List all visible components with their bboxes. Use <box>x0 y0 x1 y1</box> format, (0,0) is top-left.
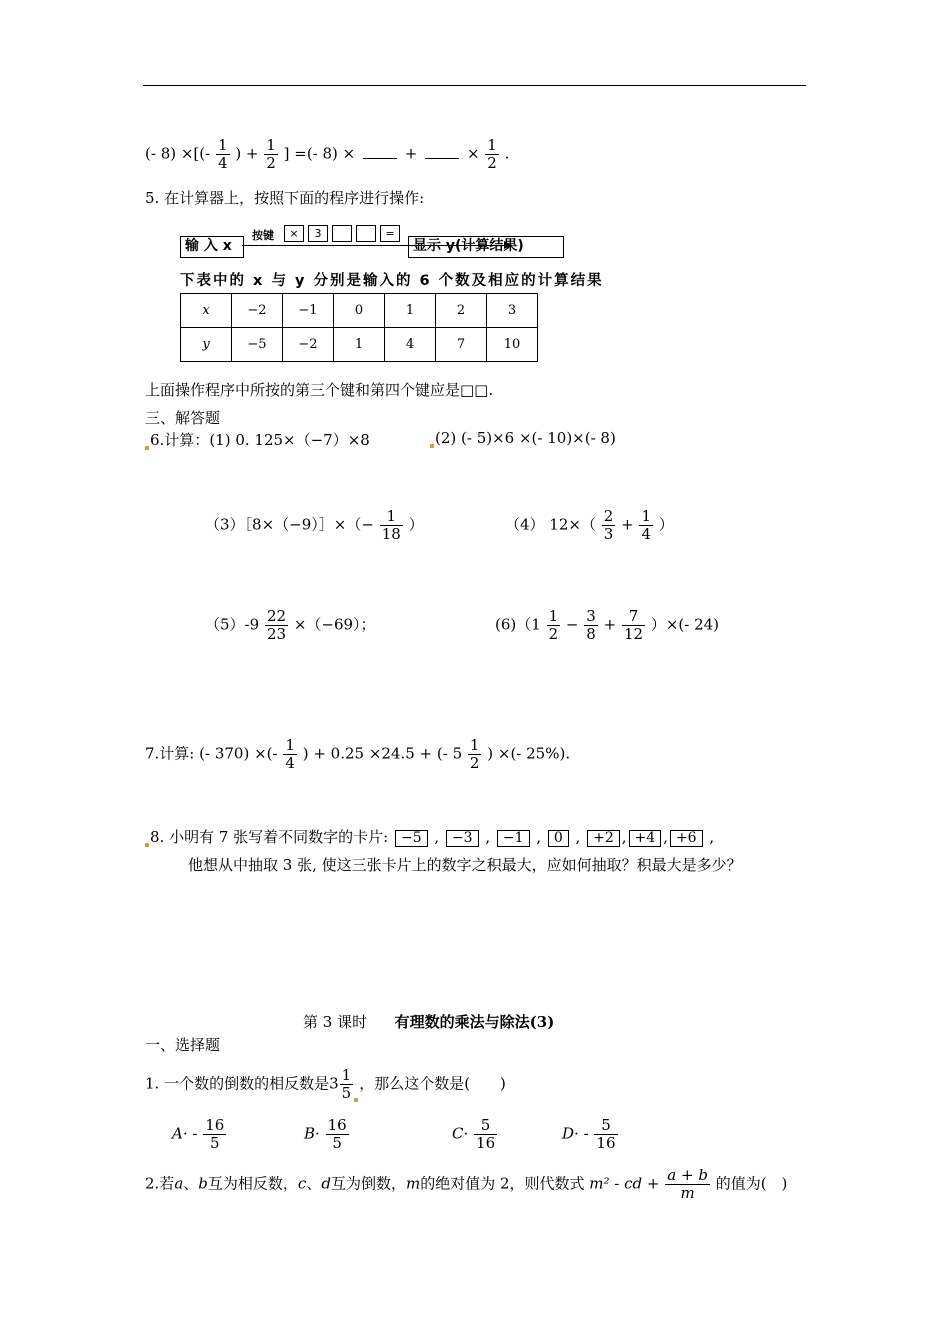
l3-q2: 2.若a、b互为相反数，c、d互为倒数，m的绝对值为 2，则代数式 m² - cd + $\frac{a + b}{m}$ 的值为( ) <box>145 1166 788 1202</box>
section-title: 三、解答题 <box>145 409 221 427</box>
q8-line2: 他想从中抽取 3 张, 使这三张卡片上的数字之积最大，应如何抽取？积最大是多少？ <box>188 856 742 874</box>
key-caption: 按键 <box>252 229 274 242</box>
fraction: $\frac{22}{23}$ <box>266 607 287 643</box>
table-cell: 2 <box>436 294 487 328</box>
q6-part3: （3）［8×（−9）］×（− $\frac{1}{18}$ ） <box>205 507 424 543</box>
number-card: −5 <box>395 830 428 847</box>
fraction: $\frac{7}{12}$ <box>623 607 644 643</box>
q6-part2: (2) (- 5)×6 ×(- 10)×(- 8) <box>430 428 616 448</box>
option-d[interactable]: D· - $\frac{5}{16}$ <box>562 1116 616 1152</box>
row-label: y <box>181 328 232 362</box>
mark <box>145 446 149 450</box>
l3-q1: 1. 一个数的倒数的相反数是3 $\frac{1}{5}$ ，那么这个数是( ) <box>145 1066 506 1102</box>
mark <box>430 444 434 448</box>
fraction: $\frac{1}{4}$ <box>641 507 651 543</box>
fraction: $\frac{1}{4}$ <box>285 736 295 772</box>
fraction: $\frac{1}{18}$ <box>381 507 401 543</box>
output-box: 显示 y(计算结果) <box>408 236 564 258</box>
key-blank-3 <box>332 225 352 242</box>
table-cell: 1 <box>385 294 436 328</box>
q5-text: 5. 在计算器上，按照下面的程序进行操作: <box>145 189 425 207</box>
fraction: $\frac{1}{2}$ <box>487 136 497 172</box>
table-cell: −5 <box>232 328 283 362</box>
number-card: +2 <box>587 830 620 847</box>
option-a[interactable]: A· - $\frac{16}{5}$ <box>172 1116 225 1152</box>
xy-table <box>180 293 538 362</box>
q5-question: 上面操作程序中所按的第三个键和第四个键应是□□. <box>145 381 494 399</box>
diagram-description: 下表中的 x 与 y 分别是输入的 6 个数及相应的计算结果 <box>180 273 604 289</box>
mark <box>354 1098 358 1102</box>
fraction: $\frac{3}{8}$ <box>586 607 596 643</box>
number-card: 0 <box>548 830 569 847</box>
q7-expression: 7.计算: (- 370) ×(- $\frac{1}{4}$ ) + 0.25 ×24.5 + (- 5 $\frac{1}{2}$ ) ×(- 25%). <box>145 736 571 772</box>
fraction: $\frac{2}{3}$ <box>603 507 614 543</box>
table-cell: −1 <box>283 294 334 328</box>
table-row <box>181 328 538 362</box>
mark <box>145 843 149 847</box>
table-cell: −2 <box>232 294 283 328</box>
fraction: $\frac{1}{5}$ <box>341 1066 352 1102</box>
table-cell: 10 <box>487 328 538 362</box>
number-card: −1 <box>497 830 530 847</box>
number-card: +6 <box>670 830 703 847</box>
key-equals: = <box>380 225 400 242</box>
fraction: $\frac{16}{5}$ <box>205 1116 225 1152</box>
fraction: $\frac{1}{2}$ <box>266 136 276 172</box>
q4-expression: (- 8) ×[(- $\frac{1}{4}$ ) + $\frac{1}{2}$ ] =(- 8) × + × $\frac{1}{2}$ . <box>145 136 510 172</box>
fraction: $\frac{1}{2}$ <box>469 736 480 772</box>
q6-part6: (6)（1 $\frac{1}{2}$ − $\frac{3}{8}$ + $\frac{7}{12}$ ）×(- 24) <box>495 607 720 643</box>
table-cell: 4 <box>385 328 436 362</box>
q8-line1: 8. 小明有 7 张写着不同数字的卡片: −5 , −3 , −1 , 0 , +2 , +4 , +6 , <box>145 827 714 847</box>
fraction: $\frac{1}{4}$ <box>217 136 228 172</box>
header-rule <box>143 85 806 86</box>
option-b[interactable]: B· $\frac{16}{5}$ <box>304 1116 347 1152</box>
key-3: 3 <box>308 225 328 242</box>
q6-line1: 6.计算：(1) 0. 125×（−7）×8 <box>145 430 370 450</box>
q6-part4: （4） 12×（ $\frac{2}{3}$ + $\frac{1}{4}$ ） <box>505 507 674 543</box>
fraction: $\frac{5}{16}$ <box>596 1116 616 1152</box>
table-cell: 0 <box>334 294 385 328</box>
row-label: x <box>181 294 232 328</box>
table-cell: 1 <box>334 328 385 362</box>
answer-blank[interactable] <box>363 146 397 159</box>
fraction: $\frac{a + b}{m}$ <box>667 1166 708 1202</box>
lesson-title: 第 3 课时 有理数的乘法与除法(3) <box>303 1013 555 1031</box>
table-cell: 3 <box>487 294 538 328</box>
key-blank-4 <box>356 225 376 242</box>
answer-blank[interactable] <box>425 146 459 159</box>
number-card: +4 <box>629 830 662 847</box>
fraction: $\frac{5}{16}$ <box>476 1116 496 1152</box>
input-box: 输 入 x <box>180 236 244 258</box>
key-times: × <box>284 225 304 242</box>
fraction: $\frac{1}{2}$ <box>548 607 559 643</box>
q6-part5: （5）-9 $\frac{22}{23}$ ×（−69）； <box>205 607 376 643</box>
option-c[interactable]: C· $\frac{5}{16}$ <box>452 1116 496 1152</box>
table-cell: 7 <box>436 328 487 362</box>
section-title: 一、选择题 <box>145 1036 221 1054</box>
fraction: $\frac{16}{5}$ <box>327 1116 347 1152</box>
number-card: −3 <box>446 830 479 847</box>
table-cell: −2 <box>283 328 334 362</box>
table-row <box>181 294 538 328</box>
